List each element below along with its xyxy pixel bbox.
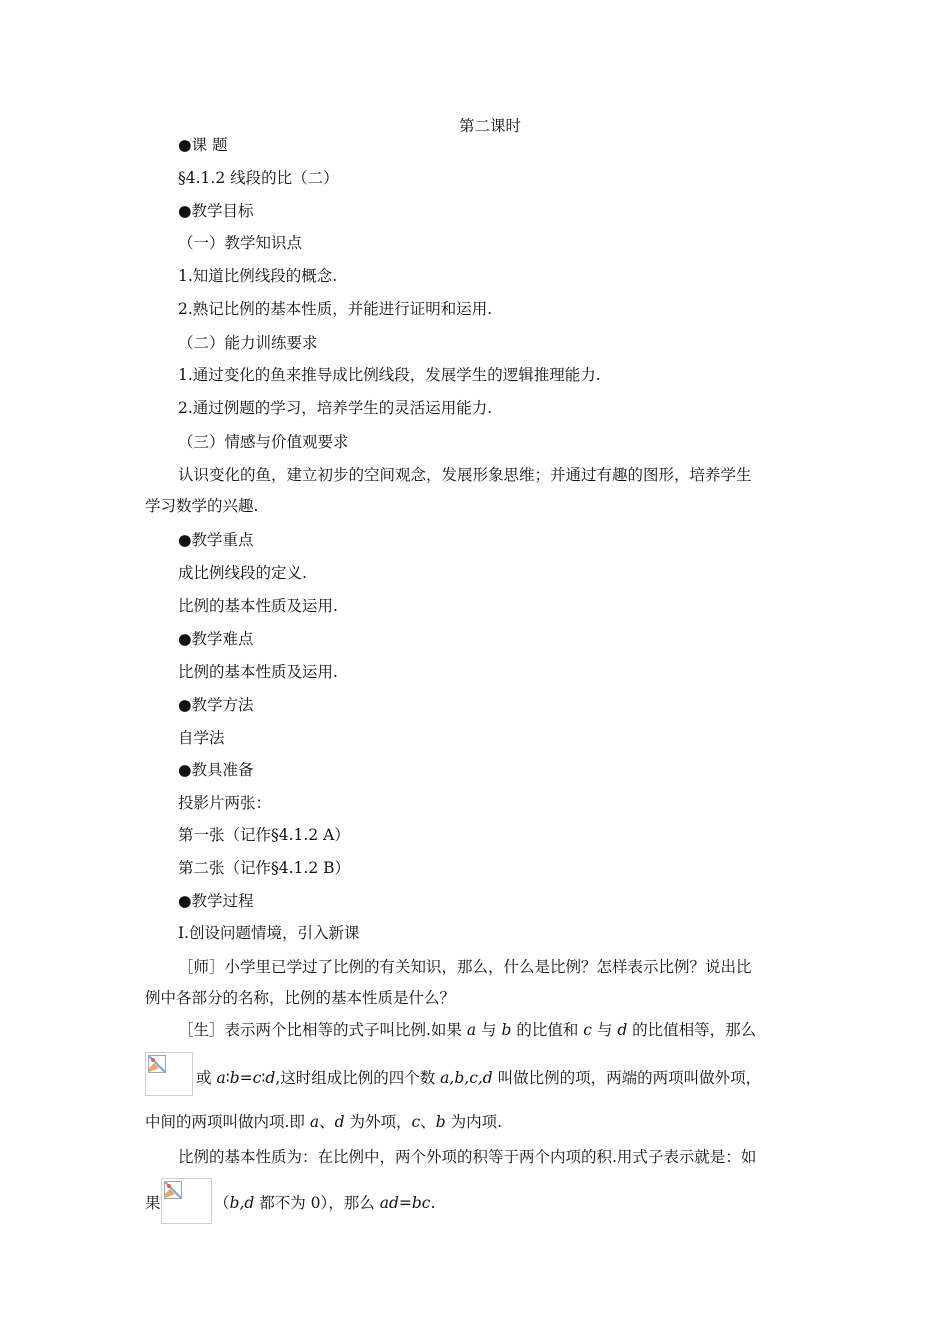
topic-text: §4.1.2 线段的比（二） — [178, 169, 339, 187]
math-var: a,b,c,d — [440, 1069, 493, 1087]
math-var: b — [435, 1113, 446, 1131]
broken-image-icon — [148, 1055, 166, 1073]
difficulty-item: 比例的基本性质及运用. — [178, 663, 338, 681]
values-paragraph: 认识变化的鱼，建立初步的空间观念，发展形象思维；并通过有趣的图形，培养学生 — [178, 466, 752, 484]
text-run: 中间的两项叫做内项.即 — [145, 1113, 310, 1131]
materials-item: 第二张（记作§4.1.2 B） — [178, 859, 351, 877]
text-run: 都不为 0），那么 — [254, 1194, 380, 1212]
section-materials-heading: ●教具准备 — [178, 761, 254, 779]
materials-item: 第一张（记作§4.1.2 A） — [178, 826, 350, 844]
math-var: ad=bc — [379, 1194, 431, 1212]
student-answer — [178, 1019, 756, 1041]
text-run: （ — [214, 1194, 230, 1212]
text-run: 、 — [420, 1113, 436, 1131]
ability-item: 1.通过变化的鱼来推导成比例线段，发展学生的逻辑推理能力. — [178, 366, 601, 384]
math-var: c — [411, 1113, 421, 1131]
basic-property-formula-line-start: 果 — [145, 1194, 161, 1212]
math-var: a — [216, 1069, 226, 1087]
math-var: b,d — [229, 1194, 255, 1212]
text-run: . — [430, 1194, 436, 1212]
math-var: d — [334, 1113, 345, 1131]
section-process-heading: ●教学过程 — [178, 892, 254, 910]
math-var: a — [466, 1021, 477, 1039]
text-run: 的比值和 — [511, 1021, 584, 1039]
text-run: 的比值相等，那么 — [627, 1021, 757, 1039]
text-run: 与 — [476, 1021, 502, 1039]
section-topic-heading: ●课 题 — [178, 136, 228, 154]
ratio-sign: ∶ — [261, 1069, 266, 1087]
process-step-heading: Ⅰ.创设问题情境，引入新课 — [178, 924, 360, 942]
text-run: ［生］表示两个比相等的式子叫比例.如果 — [178, 1021, 467, 1039]
basic-property-paragraph: 比例的基本性质为：在比例中，两个外项的积等于两个内项的积.用式子表示就是：如 — [178, 1148, 757, 1166]
objective-item: 1.知道比例线段的概念. — [178, 267, 338, 285]
ratio-sign: ∶ — [225, 1069, 230, 1087]
text-run: 叫做比例的项，两端的两项叫做外项， — [492, 1069, 762, 1087]
math-var: d — [265, 1069, 276, 1087]
subsection-ability: （二）能力训练要求 — [178, 334, 318, 352]
broken-image-placeholder — [161, 1178, 212, 1224]
section-key-points-heading: ●教学重点 — [178, 531, 254, 549]
materials-item: 投影片两张： — [178, 794, 272, 812]
broken-image-placeholder — [145, 1052, 193, 1096]
text-run: ,这时组成比例的四个数 — [275, 1069, 441, 1087]
section-difficulty-heading: ●教学难点 — [178, 630, 254, 648]
math-var: b — [501, 1021, 512, 1039]
proportion-definition — [196, 1067, 761, 1089]
section-objectives-heading: ●教学目标 — [178, 202, 254, 220]
section-method-heading: ●教学方法 — [178, 696, 254, 714]
ability-item: 2.通过例题的学习，培养学生的灵活运用能力. — [178, 399, 493, 417]
key-point-item: 成比例线段的定义. — [178, 564, 307, 582]
math-var: b=c — [229, 1069, 262, 1087]
key-point-item: 比例的基本性质及运用. — [178, 597, 338, 615]
text-run: 或 — [196, 1069, 217, 1087]
teacher-question-cont: 例中各部分的名称，比例的基本性质是什么？ — [145, 989, 456, 1007]
subsection-knowledge: （一）教学知识点 — [178, 234, 303, 252]
terms-explanation — [145, 1111, 502, 1133]
subsection-values: （三）情感与价值观要求 — [178, 433, 349, 451]
math-var: d — [617, 1021, 628, 1039]
objective-item: 2.熟记比例的基本性质，并能进行证明和运用. — [178, 300, 493, 318]
text-run: 与 — [591, 1021, 618, 1039]
method-item: 自学法 — [178, 729, 225, 747]
math-var: a — [309, 1113, 320, 1131]
text-run: 为外项， — [344, 1113, 412, 1131]
values-paragraph-cont: 学习数学的兴趣. — [145, 497, 259, 515]
lesson-title: 第二课时 — [458, 117, 521, 135]
text-run: 、 — [319, 1113, 335, 1131]
math-var: c — [583, 1021, 592, 1039]
basic-property-formula — [214, 1192, 435, 1214]
teacher-question: ［师］小学里已学过了比例的有关知识，那么，什么是比例？怎样表示比例？说出比 — [178, 958, 752, 976]
broken-image-icon — [164, 1181, 182, 1199]
text-run: 为内项. — [445, 1113, 502, 1131]
